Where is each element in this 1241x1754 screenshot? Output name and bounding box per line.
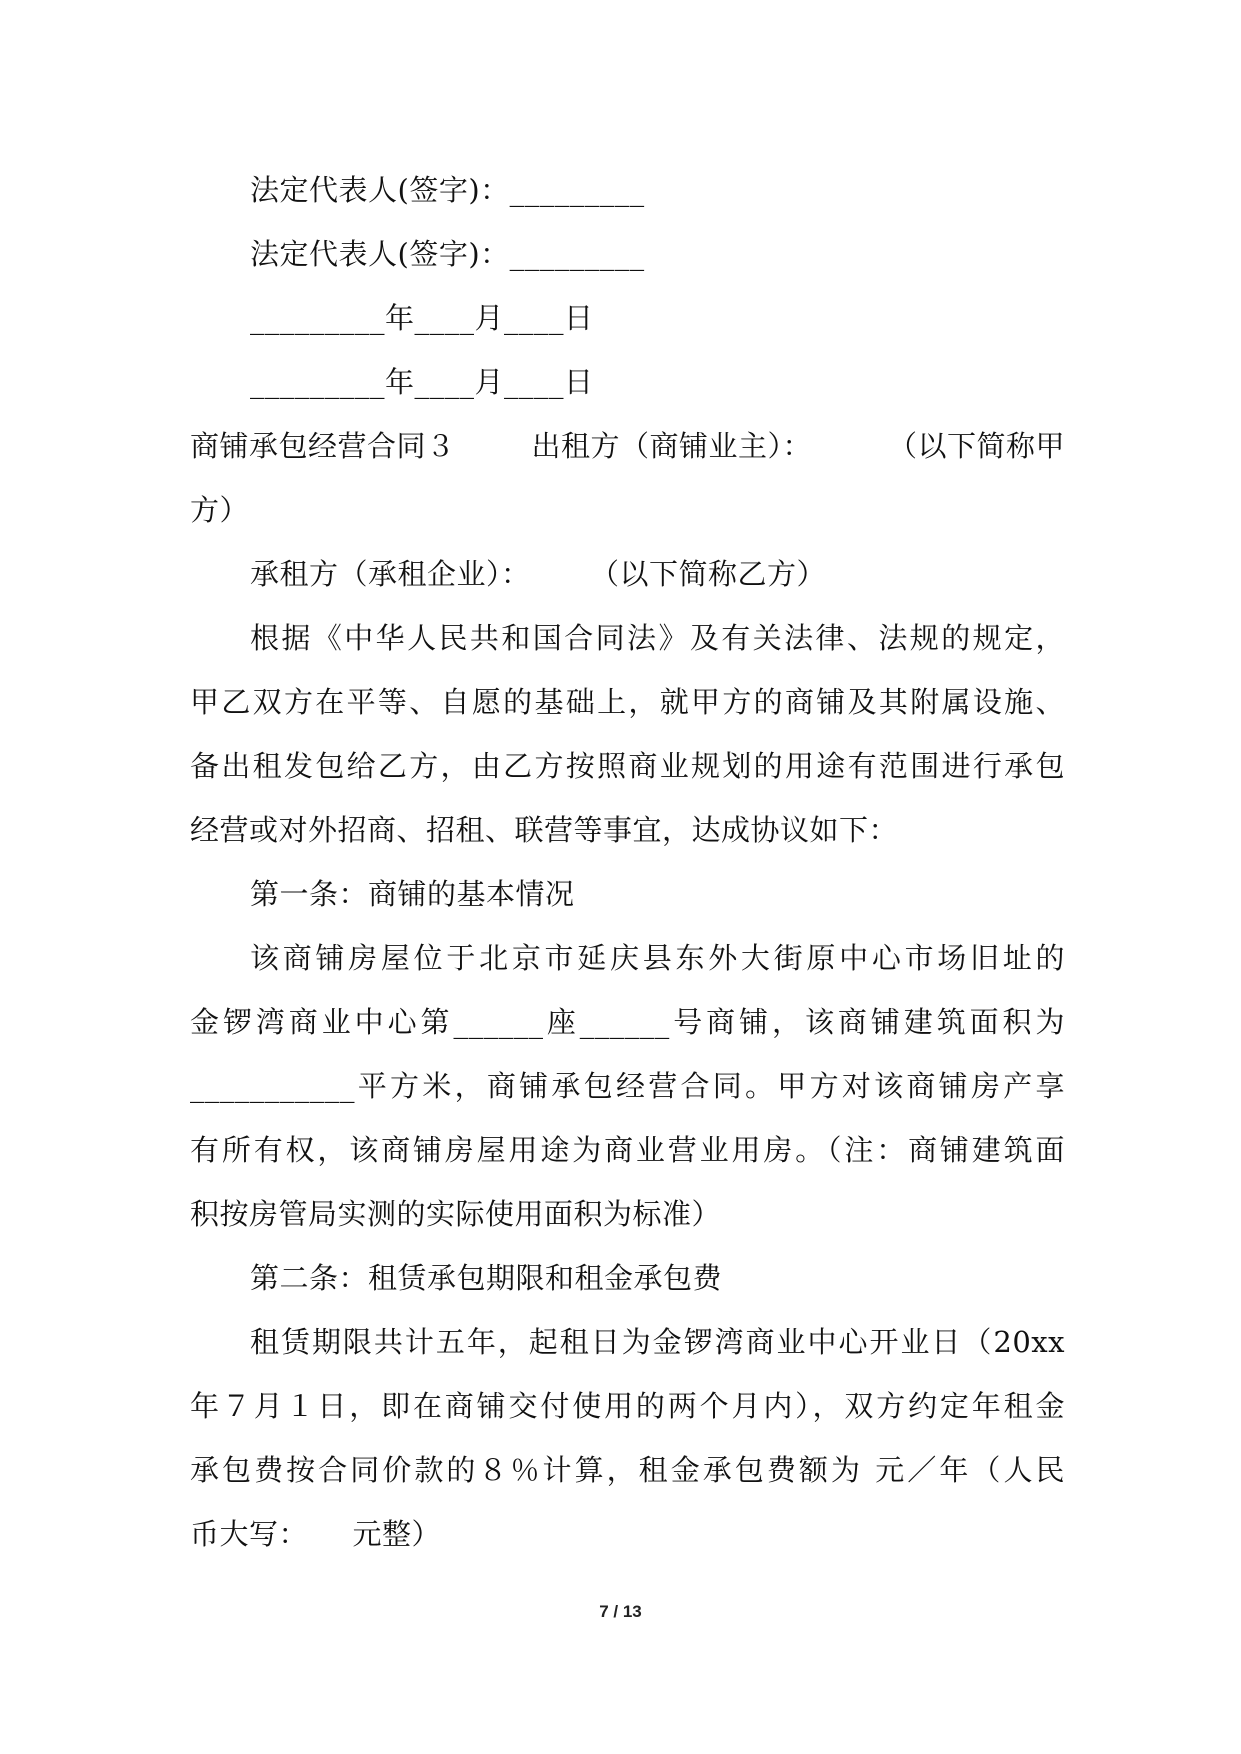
article-2-heading: 第二条：租赁承包期限和租金承包费 — [250, 1261, 723, 1295]
contract-title: 商铺承包经营合同３ — [190, 429, 456, 463]
contract-title-line — [190, 414, 1065, 478]
article-2-line: 承包费按合同价款的８％计算，租金承包费额为 元／年（人民 — [190, 1453, 1065, 1487]
document-body — [190, 158, 1065, 1566]
lessor-label: 出租方（商铺业主）： — [531, 429, 812, 463]
lessee-line: 承租方（承租企业）： （以下简称乙方） — [250, 557, 827, 591]
signature-line-1: 法定代表人(签字)：_________ — [250, 173, 645, 207]
article-2-line: 币大写： 元整） — [190, 1517, 442, 1551]
date-line-1: _________年____月____日 — [250, 301, 594, 335]
article-2-line: 年７月１日，即在商铺交付使用的两个月内），双方约定年租金 — [190, 1389, 1065, 1423]
page-number: 7 / 13 — [599, 1602, 642, 1621]
article-1-line: 该商铺房屋位于北京市延庆县东外大街原中心市场旧址的 — [250, 941, 1065, 975]
intro-line: 甲乙双方在平等、自愿的基础上，就甲方的商铺及其附属设施、 — [190, 685, 1065, 719]
article-1-heading: 第一条：商铺的基本情况 — [250, 877, 575, 911]
date-line-2: _________年____月____日 — [250, 365, 594, 399]
article-2-line: 租赁期限共计五年，起租日为金锣湾商业中心开业日（20xx — [250, 1325, 1065, 1359]
lessor-note: （以下简称甲 — [887, 429, 1065, 463]
lessor-note-continuation: 方） — [190, 493, 250, 527]
intro-line: 根据《中华人民共和国合同法》及有关法律、法规的规定， — [250, 621, 1065, 655]
article-1-line: ___________平方米，商铺承包经营合同。甲方对该商铺房产享 — [190, 1069, 1065, 1103]
intro-line: 经营或对外招商、招租、联营等事宜，达成协议如下： — [190, 813, 899, 847]
article-1-line: 有所有权，该商铺房屋用途为商业营业用房。（注：商铺建筑面 — [190, 1133, 1065, 1167]
article-1-line: 金锣湾商业中心第______座______号商铺，该商铺建筑面积为 — [190, 1005, 1065, 1039]
signature-line-2: 法定代表人(签字)：_________ — [250, 237, 645, 271]
article-1-line: 积按房管局实测的实际使用面积为标准） — [190, 1197, 722, 1231]
intro-line: 备出租发包给乙方，由乙方按照商业规划的用途有范围进行承包 — [190, 749, 1065, 783]
